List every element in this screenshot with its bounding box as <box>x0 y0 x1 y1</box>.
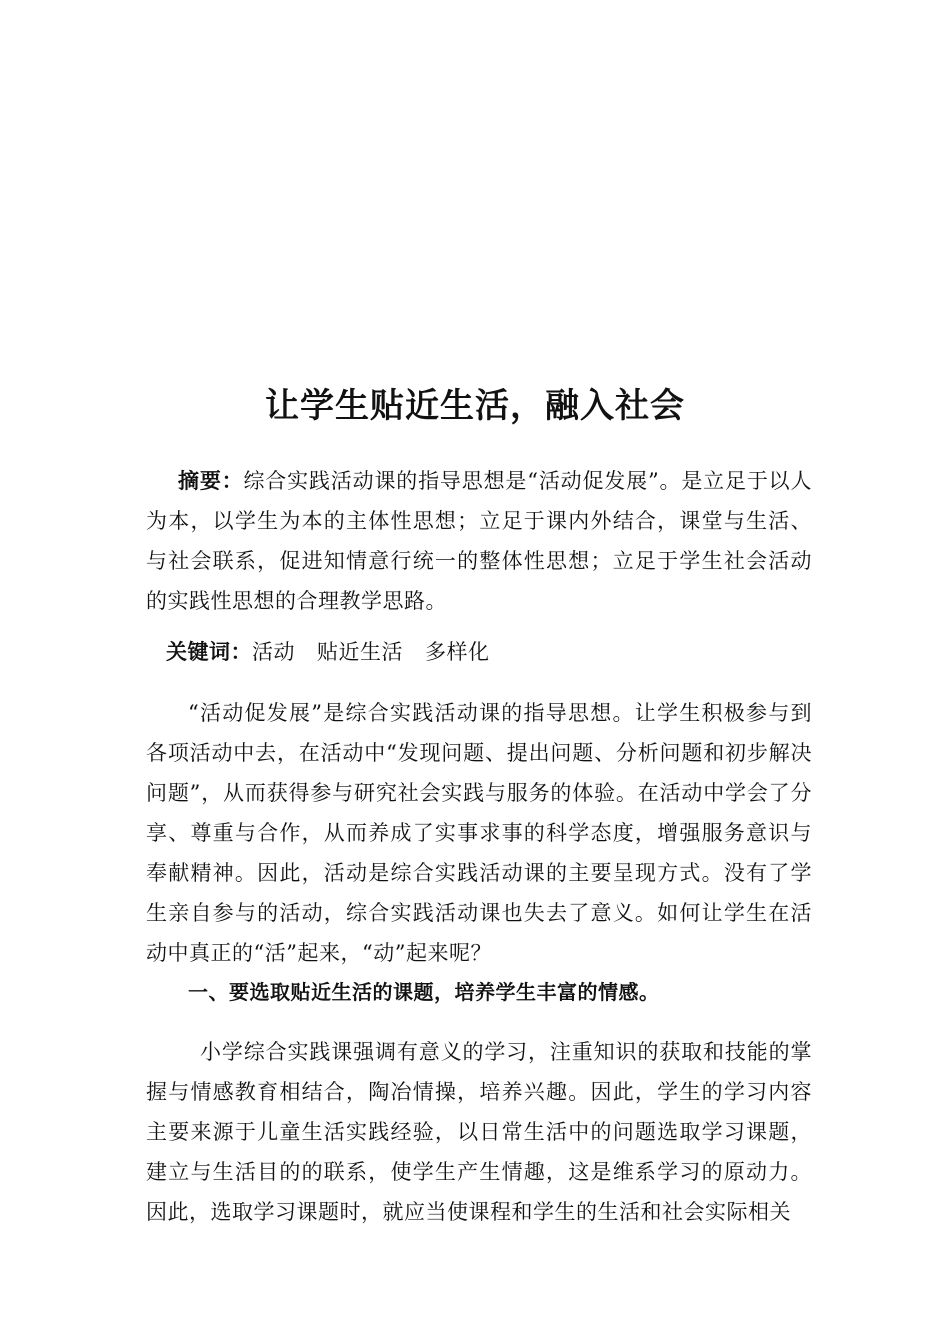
keywords-label: 关键词： <box>166 640 252 664</box>
keyword-item: 贴近生活 <box>317 640 403 664</box>
section-heading-1: 一、要选取贴近生活的课题，培养学生丰富的情感。 <box>188 980 660 1004</box>
abstract-paragraph <box>146 461 812 621</box>
keyword-item: 活动 <box>252 640 295 664</box>
body-paragraph-1: “活动促发展”是综合实践活动课的指导思想。让学生积极参与到各项活动中去，在活动中“发现问题、提出问题、分析问题和初步解决问题”，从而获得参与研究社会实践与服务的体验。在活动中学会了分享、尊重与合作，从而养成了实事求事的科学态度，增强服务意识与奉献精神。因此，活动是综合实践活动课的主要呈现方式。没有了学生亲自参与的活动，综合实践活动课也失去了意义。如何让学生在活动中真正的“活”起来，“动”起来呢？ <box>146 701 812 965</box>
abstract-label: 摘要： <box>178 469 244 493</box>
body-paragraph-2: 小学综合实践课强调有意义的学习，注重知识的获取和技能的掌握与情感教育相结合，陶冶情操，培养兴趣。因此，学生的学习内容主要来源于儿童生活实践经验，以日常生活中的问题选取学习课题，建立与生活目的的联系，使学生产生情趣，这是维系学习的原动力。因此，选取学习课题时，就应当使课程和学生的生活和社会实际相关 <box>146 1040 812 1224</box>
abstract-text: 综合实践活动课的指导思想是“活动促发展”。是立足于以人为本，以学生为本的主体性思想；立足于课内外结合，课堂与生活、与社会联系，促进知情意行统一的整体性思想；立足于学生社会活动的实践性思想的合理教学思路。 <box>146 469 812 613</box>
keywords-line <box>146 632 812 672</box>
document-title: 让学生贴近生活，融入社会 <box>265 386 685 426</box>
keyword-item: 多样化 <box>425 640 490 664</box>
